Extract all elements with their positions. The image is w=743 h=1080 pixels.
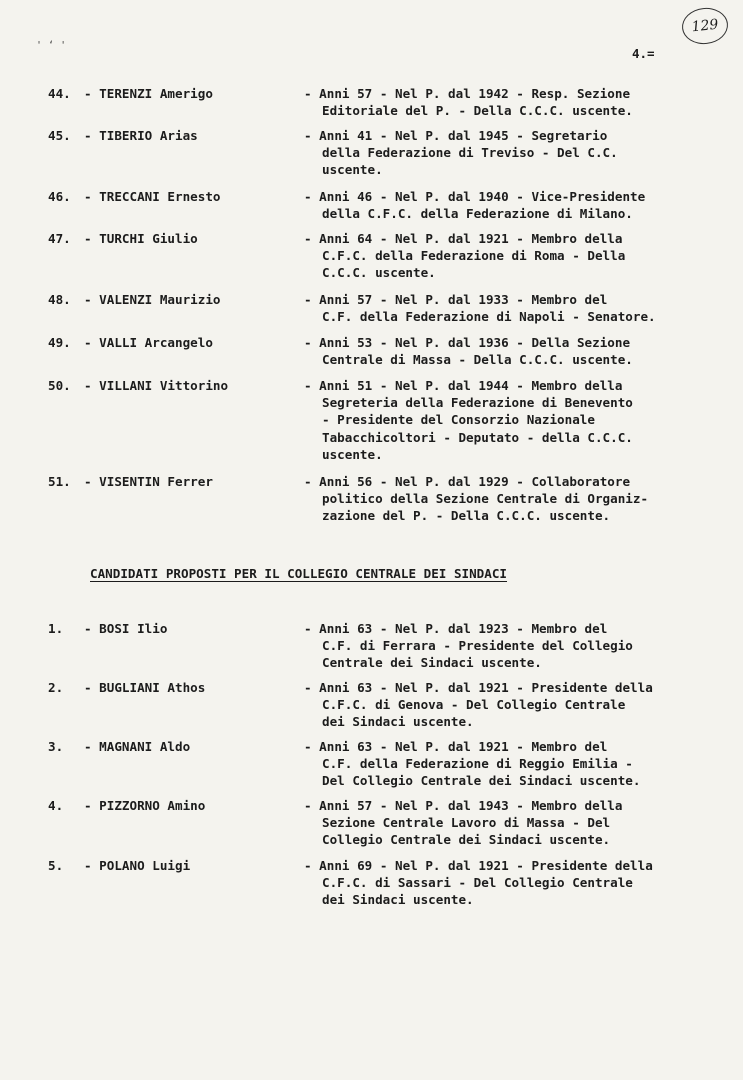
description-line: - Anni 57 - Nel P. dal 1942 - Resp. Sezione [304,86,631,101]
candidate-description [304,679,729,731]
description-line: politico della Sezione Centrale di Organiz- [322,491,649,507]
entry-number: 2. [48,680,64,695]
candidate-description [304,797,729,849]
description-line: C.C.C. uscente. [322,265,436,281]
candidate-description [304,291,729,325]
paper-specks: ' ‘ ' [36,40,67,51]
candidate-description [304,127,729,179]
section-title: CANDIDATI PROPOSTI PER IL COLLEGIO CENTRALE DEI SINDACI [90,566,508,581]
entry-number: 44. [48,86,71,101]
entry-number: 45. [48,128,71,143]
candidate-name: - VALLI Arcangelo [84,335,213,350]
candidate-name: - VALENZI Maurizio [84,292,221,307]
candidate-description [304,230,729,282]
page-number: 4.= [632,46,655,61]
description-line: - Anni 41 - Nel P. dal 1945 - Segretario [304,128,608,143]
description-line: C.F. della Federazione di Napoli - Senatore. [322,309,656,325]
candidate-name: - POLANO Luigi [84,858,191,873]
description-line: Del Collegio Centrale dei Sindaci uscente. [322,773,641,789]
description-line: - Presidente del Consorzio Nazionale [322,412,595,428]
description-line: zazione del P. - Della C.C.C. uscente. [322,508,611,524]
description-line: C.F. di Ferrara - Presidente del Collegio [322,638,633,654]
entry-number: 5. [48,858,64,873]
candidate-description [304,738,729,790]
candidate-name: - VILLANI Vittorino [84,378,229,393]
entry-number: 50. [48,378,71,393]
description-line: Sezione Centrale Lavoro di Massa - Del [322,815,611,831]
description-line: - Anni 46 - Nel P. dal 1940 - Vice-Presidente [304,189,646,204]
description-line: dei Sindaci uscente. [322,892,474,908]
candidate-name: - BUGLIANI Athos [84,680,206,695]
candidate-name: - VISENTIN Ferrer [84,474,213,489]
candidate-name: - TURCHI Giulio [84,231,198,246]
candidate-name: - TRECCANI Ernesto [84,189,221,204]
description-line: Collegio Centrale dei Sindaci uscente. [322,832,611,848]
candidate-description [304,85,729,119]
entry-number: 46. [48,189,71,204]
description-line: - Anni 56 - Nel P. dal 1929 - Collaboratore [304,474,631,489]
candidate-name: - TERENZI Amerigo [84,86,213,101]
entry-number: 47. [48,231,71,246]
candidate-description [304,857,729,909]
description-line: - Anni 63 - Nel P. dal 1923 - Membro del [304,621,608,636]
description-line: Tabacchicoltori - Deputato - della C.C.C. [322,429,633,445]
description-line: della Federazione di Treviso - Del C.C. [322,145,618,161]
description-line: C.F.C. di Genova - Del Collegio Centrale [322,697,626,713]
description-line: - Anni 53 - Nel P. dal 1936 - Della Sezione [304,335,631,350]
description-line: uscente. [322,446,383,462]
entry-number: 4. [48,798,64,813]
description-line: C.F.C. di Sassari - Del Collegio Centrale [322,875,633,891]
candidate-name: - PIZZORNO Amino [84,798,206,813]
description-line: Editoriale del P. - Della C.C.C. uscente. [322,103,633,119]
description-line: - Anni 63 - Nel P. dal 1921 - Membro del [304,739,608,754]
entry-number: 3. [48,739,64,754]
candidate-description [304,334,729,368]
candidate-name: - BOSI Ilio [84,621,168,636]
description-line: C.F.C. della Federazione di Roma - Della [322,248,626,264]
description-line: - Anni 63 - Nel P. dal 1921 - Presidente della [304,680,653,695]
description-line: - Anni 57 - Nel P. dal 1933 - Membro del [304,292,608,307]
description-line: C.F. della Federazione di Reggio Emilia - [322,756,633,772]
candidate-name: - TIBERIO Arias [84,128,198,143]
entry-number: 1. [48,621,64,636]
candidate-description [304,188,729,222]
description-line: - Anni 69 - Nel P. dal 1921 - Presidente della [304,858,653,873]
archive-stamp: 129 [680,6,730,47]
description-line: della C.F.C. della Federazione di Milano. [322,206,633,222]
entry-number: 48. [48,292,71,307]
description-line: dei Sindaci uscente. [322,714,474,730]
candidate-name: - MAGNANI Aldo [84,739,191,754]
description-line: Centrale di Massa - Della C.C.C. uscente. [322,352,633,368]
candidate-description [304,377,729,463]
candidate-description [304,473,729,525]
description-line: - Anni 51 - Nel P. dal 1944 - Membro della [304,378,623,393]
description-line: Centrale dei Sindaci uscente. [322,655,542,671]
entry-number: 49. [48,335,71,350]
entry-number: 51. [48,474,71,489]
description-line: Segreteria della Federazione di Benevento [322,395,633,411]
description-line: - Anni 64 - Nel P. dal 1921 - Membro della [304,231,623,246]
candidate-description [304,620,729,672]
description-line: - Anni 57 - Nel P. dal 1943 - Membro della [304,798,623,813]
description-line: uscente. [322,162,383,178]
